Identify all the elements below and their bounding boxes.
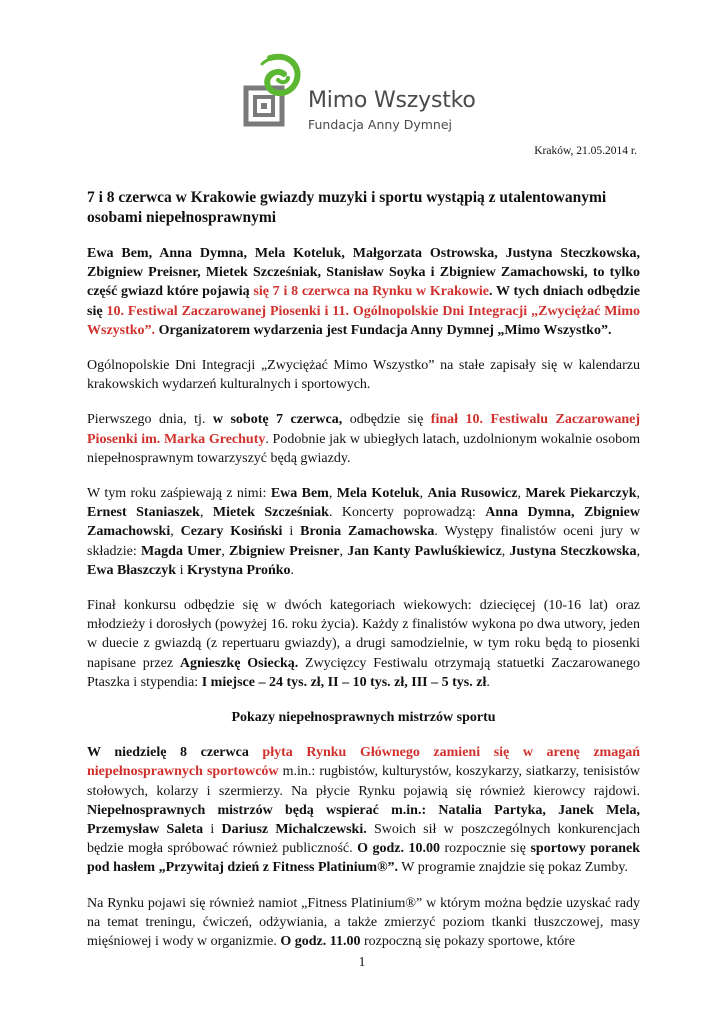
bold-text: w sobotę 7 czerwca, (212, 412, 343, 428)
bold-text: Mela Koteluk (336, 486, 420, 502)
text-span: Finał konkursu odbędzie się w dwóch kategoriach wiekowych: dziecięcej (10-16 lat) oraz młodzieży i dorosłych (powyżej 16. roku życia). Każdy z finalistów wykona po dwa utwory, jeden w duecie z gwiazdą (z repertuaru gwiazdy), a drugi samodzielnie, w tym roku będą to piosenki napisane przez (87, 598, 640, 671)
highlight-text: i (279, 284, 292, 300)
text-span: i (176, 562, 187, 578)
text-span: rozpoczną się pokazy sportowe, które (360, 934, 576, 950)
text-span: i (203, 822, 222, 838)
text-span: i (282, 524, 301, 540)
text-span: rozpocznie się (440, 841, 531, 857)
document-date: Kraków, 21.05.2014 r. (534, 145, 637, 157)
logo-subtitle: Fundacja Anny Dymnej (308, 117, 452, 132)
text-span: . (290, 562, 295, 578)
bold-text: Bronia Zamachowska (300, 524, 435, 540)
bold-text: Dariusz Michalczewski. (221, 822, 367, 838)
text-span: , (328, 486, 337, 502)
bold-text: O godz. 10.00 (357, 841, 441, 857)
bold-text: sportowy poranek pod hasłem „Przywitaj dzień z Fitness Platinium®”. (87, 841, 640, 876)
text-span: , (419, 486, 428, 502)
paragraph-performers (87, 484, 640, 580)
logo-name: Mimo Wszystko (308, 88, 476, 113)
text-span: , (170, 524, 181, 540)
page-number: 1 (358, 954, 366, 969)
bold-text: Ania Rusowicz (427, 486, 518, 502)
text-span: , (221, 543, 230, 559)
highlight-text: się 7 (253, 284, 280, 300)
paragraph-integration-days: Ogólnopolskie Dni Integracji „Zwyciężać Mimo Wszystko” na stałe zapisały się w kalendarzu krakowskich wydarzeń kulturalnych i sportowych. (87, 358, 640, 393)
paragraph-saturday (87, 410, 640, 468)
bold-text: Marek Piekarczyk (525, 486, 637, 502)
text-span: , (501, 543, 510, 559)
text-span: Ewa Bem, Anna Dymna, Mela Koteluk, Małgorzata Ostrowska, Justyna Steczkowska, Zbigniew Preisner, Mietek Szcześniak, Stanisław Soyka i Zbigniew Zamachowski, to tylko część gwiazd które pojawią (87, 246, 640, 300)
foundation-logo (242, 50, 476, 132)
text-span: . Koncerty poprowadzą: (328, 505, 486, 521)
bold-text: Cezary Kosiński (180, 524, 283, 540)
highlight-text: finał 10. Festiwalu Zaczarowanej Piosenki im. Marka Grechuty (87, 412, 641, 447)
bold-text: Justyna Steczkowska (509, 543, 637, 559)
highlight-text: 10. Festiwal Zaczarowanej Piosenki i 11. Ogólnopolskie Dni Integracji „Zwyciężać Mimo Wszystko”. (87, 303, 640, 338)
text-span: . Występy finalistów oceni jury w składzie: (87, 524, 641, 559)
bold-text: Niepełnosprawnych mistrzów będą wspierać m.in.: Natalia Partyka, Janek Mela, Przemysław Saleta (87, 802, 640, 838)
bold-text: W niedzielę 8 czerwca (87, 745, 249, 761)
highlight-text: płyta Rynku Głównego zamieni się w arenę zmagań niepełnosprawnych sportowców (87, 745, 640, 780)
bold-text: I miejsce – 24 tys. zł, II – 10 tys. zł, III – 5 tys. zł (201, 674, 487, 690)
bold-text: Mietek Szcześniak (212, 505, 329, 521)
bold-text: Zbigniew Preisner (229, 543, 340, 559)
text-span: Pierwszego dnia, tj. (87, 412, 213, 428)
spiral-logo-icon (242, 50, 306, 130)
text-span: m.in.: rugbistów, kulturystów, koszykarzy, siatkarzy, tenisistów stołowych, kolarzy i szermierzy. Na płycie Rynku pojawią się również kierowcy rajdowi. (87, 764, 640, 799)
bold-text: O godz. 11.00 (280, 934, 361, 950)
lead-paragraph (87, 244, 640, 340)
text-span: Na Rynku pojawi się również namiot „Fitness Platinium®” w którym można będzie uzyskać rady na temat treningu, ćwiczeń, odżywiania, a także zmierzyć poziom tkanki tłuszczowej, masy mięśniowej i wody w organizmie. (87, 895, 640, 950)
bold-text: Ewa Błaszczyk (87, 562, 177, 578)
document-body (87, 188, 640, 967)
paragraph-final (87, 596, 640, 692)
text-span: Swoich sił w poszczególnych konkurencjach będzie mogła spróbować również publiczność. (87, 822, 641, 857)
text-span: , (199, 505, 213, 521)
text-span: . Podobnie jak w ubiegłych latach, uzdolnionym wokalnie osobom niepełnosprawnym towarzyszyć będą gwiazdy. (87, 431, 640, 466)
text-span: Zwycięzcy Festiwalu otrzymają statuetki Zaczarowanego Ptaszka i stypendia: (87, 655, 640, 690)
document-title: 7 i 8 czerwca w Krakowie gwiazdy muzyki i sportu wystąpią z utalentowanymi osobami niepełnosprawnymi (87, 189, 607, 226)
text-span: W tym roku zaśpiewają z nimi: (87, 486, 271, 502)
text-span: Organizatorem wydarzenia jest Fundacja Anny Dymnej „Mimo Wszystko”. (155, 322, 612, 338)
bold-text: Jan Kanty Pawluśkiewicz (347, 543, 502, 559)
section-subheading: Pokazy niepełnosprawnych mistrzów sportu (231, 710, 496, 726)
bold-text: Agnieszkę Osiecką. (179, 655, 299, 671)
highlight-text: 8 czerwca na Rynku w Krakowie (291, 284, 489, 300)
bold-text: Anna Dymna, Zbigniew Zamachowski (87, 505, 640, 540)
paragraph-sunday (87, 743, 640, 877)
text-span: , (636, 543, 641, 559)
text-span: . W tych dniach odbędzie się (87, 284, 640, 319)
bold-text: Ernest Staniaszek (87, 505, 200, 521)
text-span: odbędzie się (342, 412, 431, 428)
bold-text: Ewa Bem (270, 486, 329, 502)
paragraph-fitness-tent (87, 894, 640, 952)
text-span: , (636, 486, 641, 502)
text-span: . (486, 674, 490, 690)
text-span: , (517, 486, 526, 502)
text-span: W programie znajdzie się pokaz Zumby. (398, 860, 628, 876)
bold-text: Magda Umer (140, 543, 222, 559)
text-span: , (339, 543, 348, 559)
bold-text: Krystyna Prońko (186, 562, 291, 578)
